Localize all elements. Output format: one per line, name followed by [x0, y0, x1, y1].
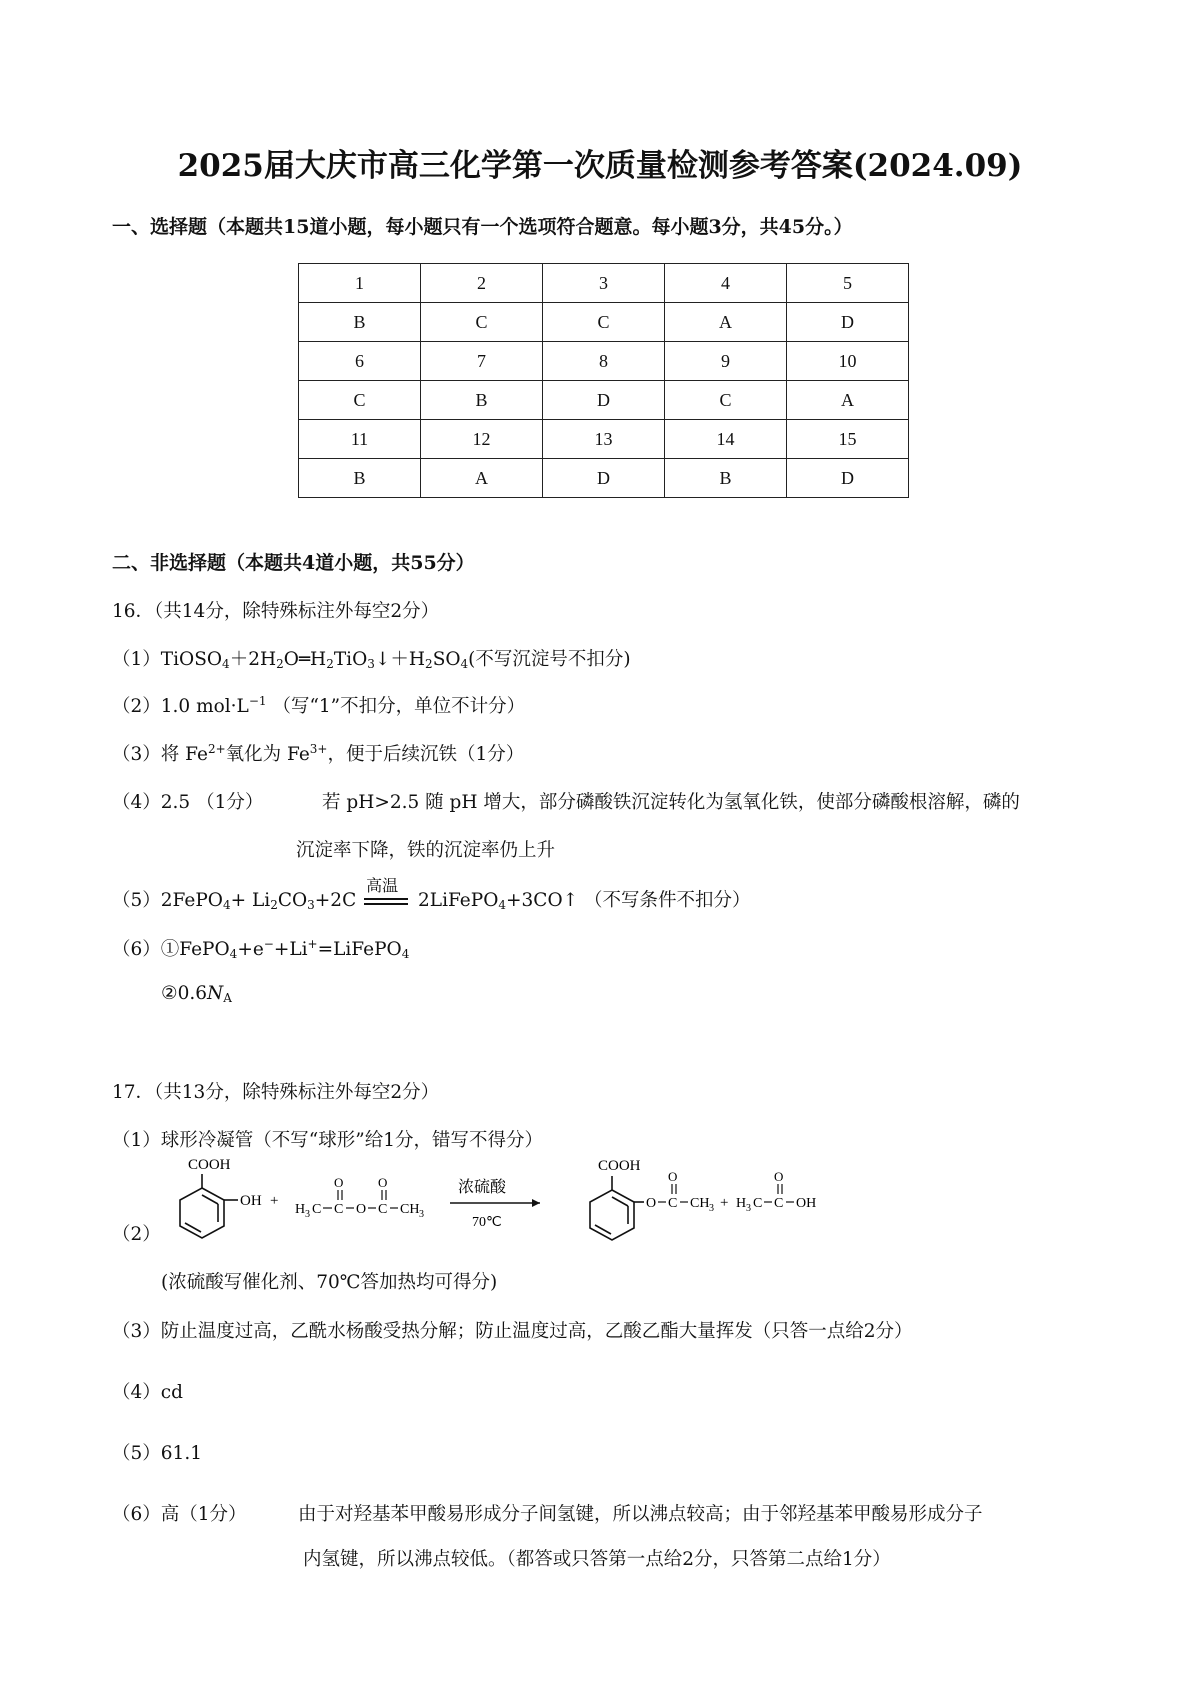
acetic-h-sub: 3: [746, 1203, 751, 1214]
table-cell: 13: [543, 420, 665, 459]
acetic-carbonyl-c: C: [774, 1196, 784, 1211]
table-cell: C: [421, 303, 543, 342]
table-cell: B: [299, 303, 421, 342]
q17-answer-6-explanation-cont: 内氢键，所以沸点较低。（都答或只答第一点给2分，只答第二点给1分）: [303, 1549, 891, 1570]
aspirin-ester-o: O: [646, 1196, 657, 1211]
table-cell: 3: [543, 264, 665, 303]
aspirin-cooh-label: COOH: [598, 1158, 641, 1174]
q16-header: 16．（共14分，除特殊标注外每空2分）: [112, 601, 440, 622]
anhydride-h-sub-left: 3: [305, 1209, 310, 1220]
table-cell: D: [543, 459, 665, 498]
q17-answer-5: （5）61.1: [112, 1443, 202, 1464]
table-cell: C: [665, 381, 787, 420]
table-cell: D: [543, 381, 665, 420]
anhydride-ch3-sub-right: 3: [419, 1209, 424, 1220]
table-cell: 1: [299, 264, 421, 303]
q16-answer-6-part-2: $②0.6N_A$: [161, 983, 232, 1005]
table-cell: D: [787, 459, 909, 498]
q17-answer-2-note: (浓硫酸写催化剂、70℃答加热均可得分): [161, 1272, 498, 1293]
table-row: [299, 342, 909, 381]
table-cell: 10: [787, 342, 909, 381]
answer-table: [298, 263, 909, 498]
table-row: [299, 381, 909, 420]
q17-answer-3: （3）防止温度过高，乙酰水杨酸受热分解；防止温度过高，乙酸乙酯大量挥发（只答一点给2分）: [112, 1321, 913, 1342]
table-cell: 15: [787, 420, 909, 459]
anhydride-bridge-o: O: [356, 1202, 367, 1217]
table-cell: 8: [543, 342, 665, 381]
acetic-h: H: [736, 1196, 747, 1211]
aspirin-ch3: CH: [690, 1196, 710, 1211]
salicylic-acid-structure: [180, 1174, 238, 1238]
table-cell: 9: [665, 342, 787, 381]
q16-answer-3: （3）将 $Fe^{2+}$氧化为 $Fe^{3+}$，便于后续沉铁（1分）: [112, 742, 525, 765]
acetic-oh: OH: [796, 1196, 817, 1211]
anhydride-ch3-right: CH: [400, 1202, 420, 1217]
page-title: 2025届大庆市高三化学第一次质量检测参考答案(2024.09): [177, 148, 1023, 184]
table-cell: A: [665, 303, 787, 342]
plus-sign-1: +: [270, 1193, 279, 1209]
salicylic-cooh-label: COOH: [188, 1157, 231, 1173]
table-cell: 7: [421, 342, 543, 381]
anhydride-carbonyl-c1: C: [334, 1202, 344, 1217]
table-row: [299, 459, 909, 498]
salicylic-oh-label: OH: [240, 1193, 262, 1209]
table-cell: 5: [787, 264, 909, 303]
aspirin-carbonyl-o: O: [668, 1169, 678, 1184]
q17-answer-4: （4）cd: [112, 1382, 183, 1403]
anhydride-o-top-1: O: [334, 1175, 344, 1190]
table-cell: C: [543, 303, 665, 342]
table-cell: 14: [665, 420, 787, 459]
q16-answer-1: $(1)TiOSO_4+2H_2O═H_2TiO_3↓+H_2SO_4$(不写沉淀号不扣分): [112, 649, 631, 671]
aspirin-carbonyl-c: C: [668, 1196, 678, 1211]
q17-answer-6-explanation: 由于对羟基苯甲酸易形成分子间氢键，所以沸点较高；由于邻羟基苯甲酸易形成分子: [298, 1504, 983, 1525]
table-cell: 11: [299, 420, 421, 459]
table-cell: B: [299, 459, 421, 498]
section-1-heading: 一、选择题（本题共15道小题，每小题只有一个选项符合题意。每小题3分，共45分。）: [112, 216, 853, 238]
q16-answer-5: （5）2FePO$_4$+ $Li_2CO_3+2C$ 高温 2LiFePO$_4$+3CO↑ （不写条件不扣分）: [112, 886, 751, 912]
aspirin-ch3-sub: 3: [709, 1203, 714, 1214]
q16-answer-2: （2）1.0 $mol\cdot L^{-1}$ （写“1”不扣分，单位不计分）: [112, 694, 526, 717]
anhydride-carbonyl-c2: C: [378, 1202, 388, 1217]
table-cell: 12: [421, 420, 543, 459]
q17-answer-2-label: （2）: [112, 1224, 161, 1245]
q16-answer-4-explanation: 若 pH>2.5 随 pH 增大，部分磷酸铁沉淀转化为氢氧化铁，使部分磷酸根溶解，磷的: [322, 792, 1020, 813]
table-cell: B: [665, 459, 787, 498]
table-cell: 6: [299, 342, 421, 381]
q17-answer-1: （1）球形冷凝管（不写“球形”给1分，错写不得分）: [112, 1130, 543, 1151]
catalyst-label: 浓硫酸: [458, 1177, 507, 1196]
table-row: [299, 303, 909, 342]
section-2-heading: 二、非选择题（本题共4道小题，共55分）: [112, 552, 475, 574]
anhydride-o-top-2: O: [378, 1175, 388, 1190]
table-cell: B: [421, 381, 543, 420]
acetic-carbonyl-o: O: [774, 1169, 784, 1184]
anhydride-c-left: C: [312, 1202, 322, 1217]
q16-answer-6: （6）①FePO$_4$+e−+Li+=LiFePO$_4$: [112, 937, 410, 961]
table-row: [299, 420, 909, 459]
plus-sign-2: +: [720, 1195, 729, 1211]
table-cell: A: [787, 381, 909, 420]
q16-answer-4: （4）2.5 （1分）: [112, 792, 264, 813]
high-temp-condition: 高温: [366, 876, 399, 895]
reaction-condition-arrow: [362, 876, 412, 911]
table-cell: C: [299, 381, 421, 420]
q16-answer-4-explanation-cont: 沉淀率下降，铁的沉淀率仍上升: [296, 840, 556, 861]
table-row: [299, 264, 909, 303]
anhydride-h-left: H: [295, 1202, 306, 1217]
table-cell: A: [421, 459, 543, 498]
table-cell: 2: [421, 264, 543, 303]
q17-answer-6: （6）高（1分）: [112, 1504, 247, 1525]
aspirin-structure: [590, 1176, 644, 1240]
acetic-c-methyl: C: [753, 1196, 763, 1211]
temperature-label: 70℃: [472, 1215, 502, 1230]
esterification-reaction-scheme: [160, 1148, 920, 1260]
table-cell: 4: [665, 264, 787, 303]
q17-header: 17．（共13分，除特殊标注外每空2分）: [112, 1082, 440, 1103]
table-cell: D: [787, 303, 909, 342]
